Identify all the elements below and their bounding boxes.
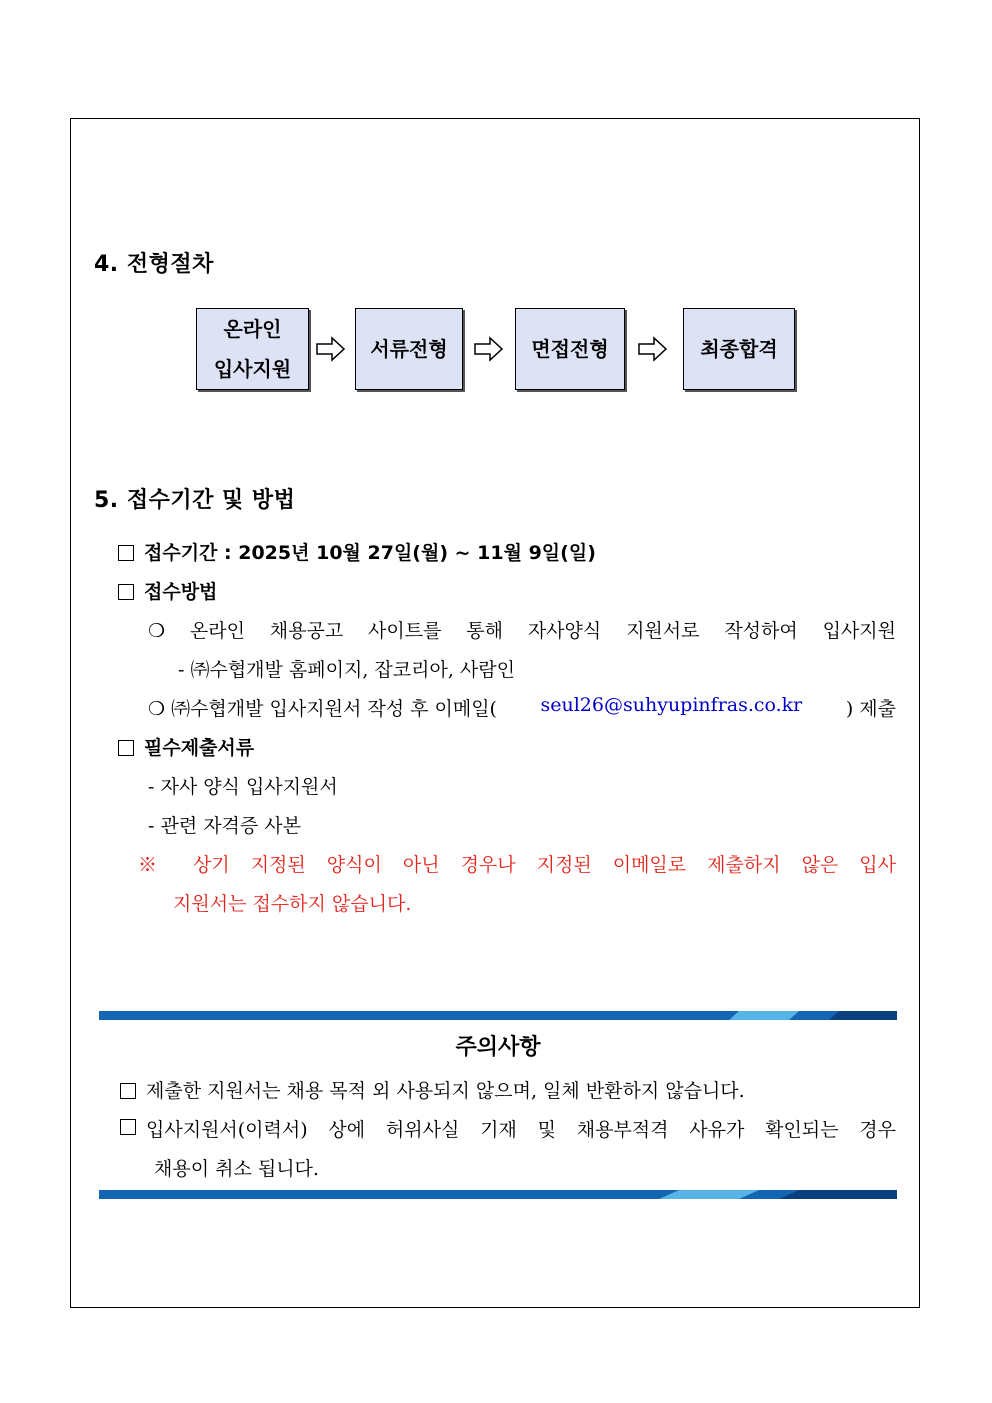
notice-title: 주의사항 — [455, 1035, 541, 1060]
notice-top-band — [99, 1011, 897, 1020]
warning-line-2: 지원서는 접수하지 않습니다. — [173, 893, 412, 915]
step-document-label: 서류전형 — [370, 337, 448, 361]
arrow-right-icon — [316, 336, 346, 362]
step-online-apply — [196, 308, 309, 390]
step-interview — [515, 308, 625, 390]
period-item — [118, 538, 596, 565]
method-1: ❍ 온라인 채용공고 사이트를 통해 자사양식 지원서로 작성하여 입사지원 — [148, 620, 896, 642]
checkbox-icon — [118, 740, 134, 756]
docs-label: 필수제출서류 — [144, 737, 255, 759]
method-item — [118, 577, 217, 604]
method-2-suffix: ) 제출 — [845, 698, 896, 720]
arrow-right-icon — [474, 336, 504, 362]
section-4-title: 4. 전형절차 — [94, 252, 214, 277]
notice-item-2-line-2: 채용이 취소 됩니다. — [154, 1158, 319, 1180]
step-document-screening — [355, 308, 463, 390]
checkbox-icon — [118, 545, 134, 561]
step-apply-label: 입사지원 — [213, 357, 292, 381]
docs-item — [118, 733, 254, 760]
checkbox-icon — [118, 584, 134, 600]
period-text: 접수기간 : 2025년 10월 27일(월) ~ 11월 9일(일) — [144, 542, 596, 564]
step-final-pass — [683, 308, 795, 390]
method-1-sub: - ㈜수협개발 홈페이지, 잡코리아, 사람인 — [178, 659, 515, 681]
notice-item-2 — [120, 1115, 896, 1142]
warning-line-1: ※ 상기 지정된 양식이 아닌 경우나 지정된 이메일로 제출하지 않은 입사 — [138, 854, 896, 876]
email-link[interactable]: seul26@suhyupinfras.co.kr — [540, 694, 803, 716]
step-online-label: 온라인 — [223, 317, 282, 341]
method-2 — [148, 694, 896, 721]
method-label: 접수방법 — [144, 581, 218, 603]
section-5-title: 5. 접수기간 및 방법 — [94, 488, 296, 513]
notice-bottom-band — [99, 1190, 897, 1199]
doc-2: - 관련 자격증 사본 — [148, 815, 302, 837]
step-final-label: 최종합격 — [700, 337, 778, 361]
checkbox-icon — [120, 1083, 136, 1099]
doc-1: - 자사 양식 입사지원서 — [148, 776, 338, 798]
notice-item-2-line-1: 입사지원서(이력서) 상에 허위사실 기재 및 채용부적격 사유가 확인되는 경우 — [146, 1119, 896, 1141]
arrow-right-icon — [638, 336, 668, 362]
checkbox-icon — [120, 1119, 136, 1135]
method-2-prefix: ❍ ㈜수협개발 입사지원서 작성 후 이메일( — [148, 698, 497, 720]
step-interview-label: 면접전형 — [531, 337, 609, 361]
notice-item-1 — [120, 1076, 745, 1103]
notice-item-1-text: 제출한 지원서는 채용 목적 외 사용되지 않으며, 일체 반환하지 않습니다. — [146, 1080, 745, 1102]
